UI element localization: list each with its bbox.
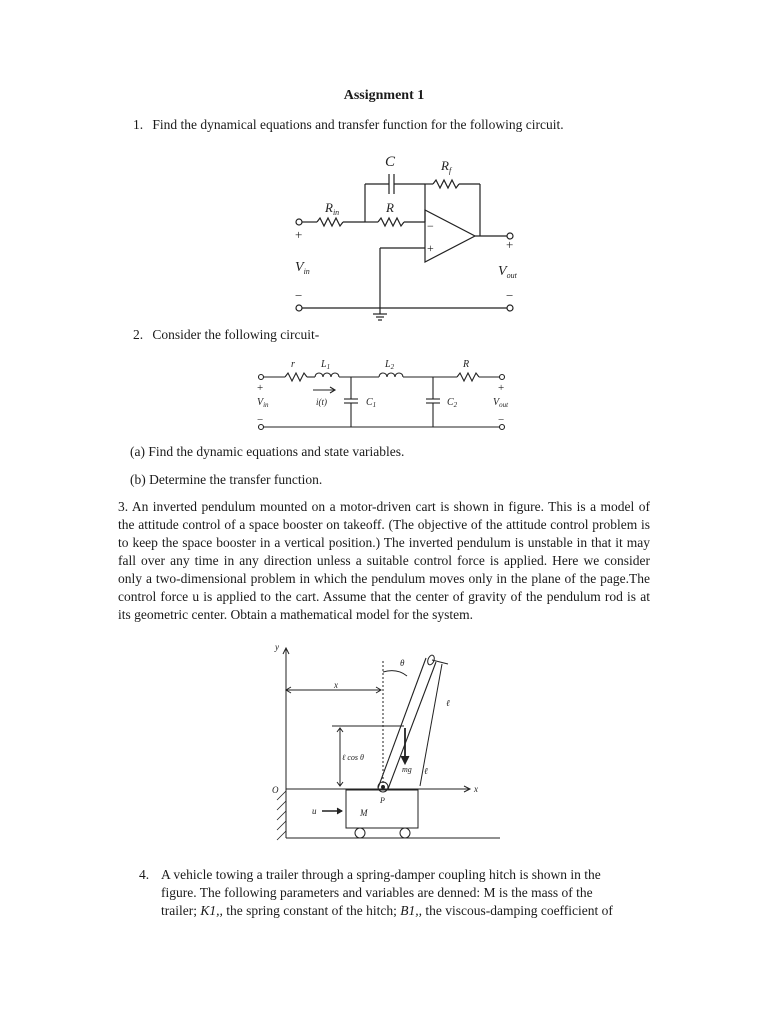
inverted-pendulum-figure (262, 640, 512, 845)
r-small-resistor (285, 373, 307, 381)
vin-minus-sign-2: − (257, 414, 264, 426)
label-l1: L (321, 359, 327, 370)
vout-minus-sign: − (506, 288, 514, 303)
vout-plus-sign: + (506, 237, 514, 252)
svg-text:Vout: $V_{out}$ (493, 397, 509, 409)
vout-minus-terminal (507, 305, 513, 311)
svg-text:Vout: $V_{out}$ (498, 264, 517, 280)
question-1 (133, 116, 564, 134)
label-vin: V (295, 260, 304, 275)
label-theta: θ (400, 658, 405, 668)
label-vin-2: V (257, 397, 264, 408)
cart-wheel-right (400, 828, 410, 838)
svg-text:L1: $L_1$ (321, 359, 331, 371)
vout-plus-terminal-2 (500, 375, 505, 380)
label-x-dist: x (334, 680, 338, 690)
question-1-number: 1. (133, 117, 144, 132)
label-l-upper: ℓ (446, 698, 450, 708)
k1-symbol: K1,, (200, 903, 223, 918)
question-2b: (b) Determine the transfer function. (130, 472, 323, 487)
opamp-plus-label: + (427, 241, 434, 255)
inductor-l2 (379, 373, 403, 377)
vin-minus-sign: − (295, 288, 303, 303)
label-c2: C (447, 397, 454, 408)
question-4-line-3b: the spring constant of the hitch; (222, 903, 401, 918)
label-l2: L (385, 359, 391, 370)
label-c: C (385, 154, 396, 170)
question-4-line-3a: trailer; (161, 903, 201, 918)
label-vout: V (498, 264, 507, 279)
svg-text:L2: $L_2$ (385, 359, 395, 371)
label-p: P (380, 796, 385, 805)
svg-text:Vin: $V_{in}$ (295, 260, 310, 276)
label-vout-2: V (493, 397, 500, 408)
svg-text:Rf: $R_f$ (441, 158, 452, 175)
label-lcos: ℓ cos θ (342, 753, 364, 762)
label-rf: R (441, 158, 449, 173)
r-large-resistor (457, 373, 479, 381)
vout-minus-sign-2: − (498, 414, 505, 426)
rf-resistor (433, 180, 459, 188)
label-x-axis: x (474, 784, 478, 794)
question-2-number: 2. (133, 327, 144, 342)
opamp-minus-label: − (427, 219, 434, 233)
rlc-circuit-figure (253, 355, 523, 437)
label-c1: C (366, 397, 373, 408)
vin-plus-terminal (296, 219, 302, 225)
vin-plus-terminal-2 (259, 375, 264, 380)
question-4-number: 4. (139, 867, 150, 882)
label-rin: R (325, 200, 333, 215)
svg-text:Rin: $R_{in}$ (325, 200, 340, 217)
svg-text:C2: $C_2$ (447, 397, 458, 409)
question-2a: (a) Find the dynamic equations and state variables. (130, 444, 405, 459)
inductor-l1 (315, 373, 339, 377)
question-4-line-2: figure. The following parameters and variables are denned: M is the mass of the (161, 885, 593, 900)
question-4-line-1: A vehicle towing a trailer through a spring-damper coupling hitch is shown in the (161, 867, 601, 882)
label-r-small: r (291, 359, 295, 370)
rin-resistor (317, 218, 343, 226)
label-y: y (275, 642, 279, 652)
theta-arc (383, 671, 407, 676)
question-4-line-3c: the viscous-damping coefficient of (421, 903, 613, 918)
vin-plus-sign: + (295, 227, 303, 242)
opamp-circuit-figure (285, 148, 535, 323)
question-1-text: Find the dynamical equations and transfer function for the following circuit. (152, 117, 564, 132)
vin-plus-sign-2: + (257, 382, 264, 394)
vin-minus-terminal (296, 305, 302, 311)
svg-text:Vin: $V_{in}$ (257, 397, 269, 409)
vout-plus-sign-2: + (498, 382, 505, 394)
label-mg: mg (402, 765, 412, 774)
label-r-large: R (463, 359, 470, 370)
svg-text:C1: $C_1$ (366, 397, 377, 409)
question-2 (133, 326, 319, 344)
label-m: M (360, 808, 368, 818)
b1-symbol: B1,, (400, 903, 422, 918)
cart-wheel-left (355, 828, 365, 838)
label-u: u (312, 806, 317, 816)
page-title: Assignment 1 (343, 88, 425, 103)
label-r: R (386, 200, 394, 215)
label-l-lower: ℓ (424, 766, 428, 776)
label-current: i(t) (316, 397, 327, 407)
question-3: 3. An inverted pendulum mounted on a motor-driven cart is shown in figure. This is a model of the attitude control of a space booster on takeoff. (The objective of the attitude control problem is to keep the space booster in a vertical position.) The inverted pendulum is unstable in that it may fall over any time in any direction unless a suitable control force is applied. Here we consider only a two-dimensional problem in which the pendulum moves only in the plane of the page.The control force u is applied to the cart. Assume that the center of gravity of the pendulum rod is at its geometric center. Obtain a mathematical model for the system. (118, 499, 650, 622)
label-origin: O (272, 785, 279, 795)
question-2-text: Consider the following circuit- (152, 327, 320, 342)
r-resistor (378, 218, 404, 226)
question-4 (139, 866, 639, 920)
